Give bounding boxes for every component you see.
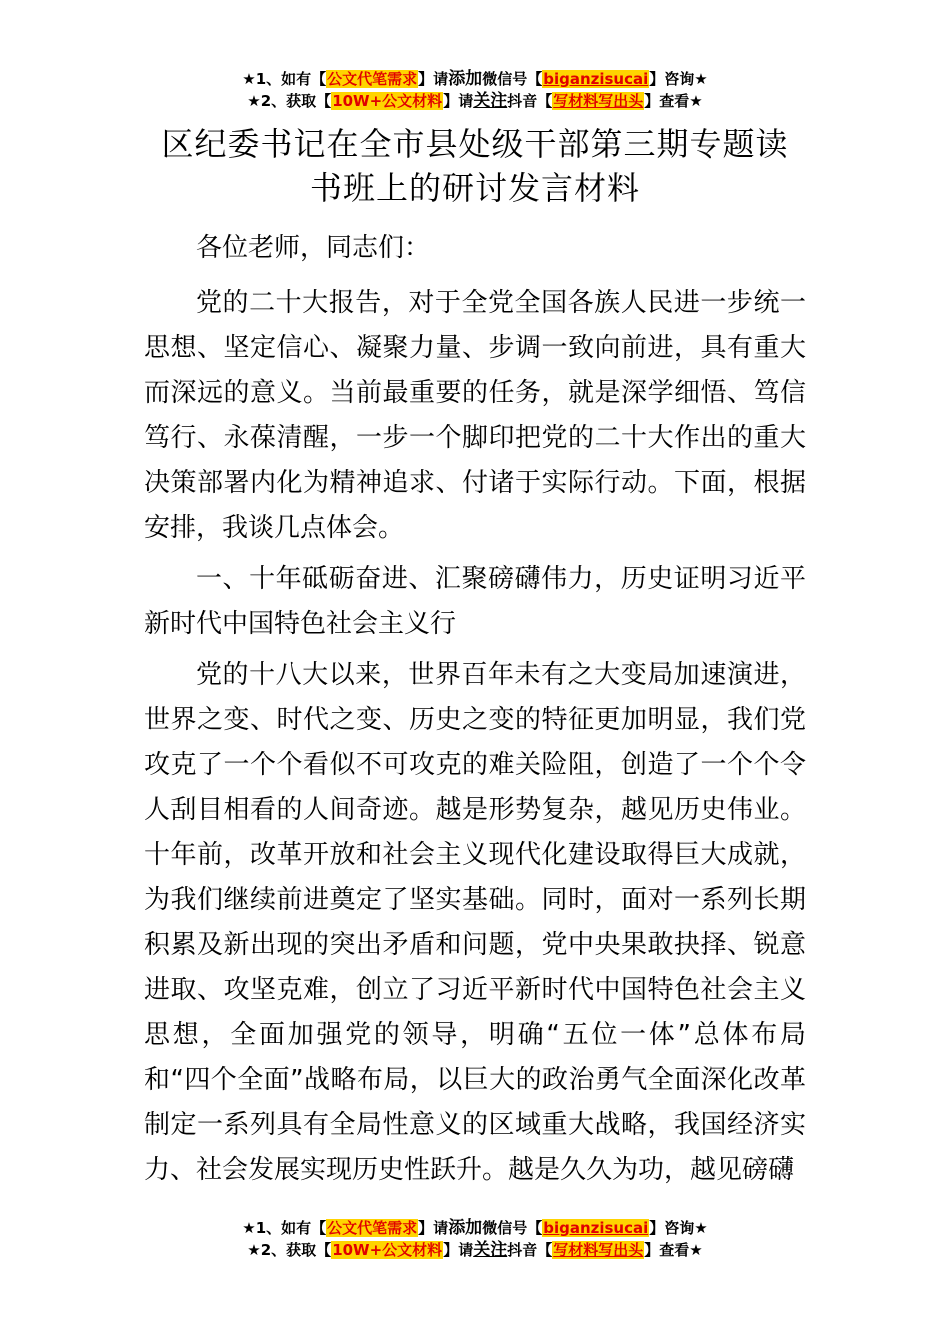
wechat-id-link[interactable]: biganzisucai (543, 70, 649, 88)
title-line-1: 区纪委书记在全市县处级干部第三期专题读 (161, 125, 789, 163)
salutation: 各位老师，同志们： (196, 233, 431, 263)
document-title (140, 122, 810, 210)
douyin-account-link[interactable]: 写材料写出头 (553, 92, 644, 110)
document-body (144, 226, 806, 1186)
promo-line-2: ★2、获取【10W+公文材料】请关注抖音【写材料写出头】查看★ (247, 1240, 703, 1260)
promo-highlight: 公文代笔需求 (327, 70, 418, 88)
paragraph-intro: 党的二十大报告，对于全党全国各族人民进一步统一思想、坚定信心、凝聚力量、步调一致向前进，具有重大而深远的意义。当前最重要的任务，就是深学细悟、笃信笃行、永葆清醒，一步一个脚印把党的二十大作出的重大决策部署内化为精神追求、付诸于实际行动。下面，根据安排，我谈几点体会。 (144, 288, 806, 543)
title-line-2: 书班上的研讨发言材料 (309, 169, 640, 207)
promo-highlight: 公文代笔需求 (327, 1219, 418, 1237)
paragraph-section-1: 党的十八大以来，世界百年未有之大变局加速演进，世界之变、时代之变、历史之变的特征更加明显，我们党攻克了一个个看似不可攻克的难关险阻，创造了一个个令人刮目相看的人间奇迹。越是形势复杂，越见历史伟业。十年前，改革开放和社会主义现代化建设取得巨大成就，为我们继续前进奠定了坚实基础。同时，面对一系列长期积累及新出现的突出矛盾和问题，党中央果敢抉择、锐意进取、攻坚克难，创立了习近平新时代中国特色社会主义思想，全面加强党的领导，明确“五位一体”总体布局和“四个全面”战略布局，以巨大的政治勇气全面深化改革制定一系列具有全局性意义的区域重大战略，我国经济实力、社会发展实现历史性跃升。越是久久为功，越见磅礴 (144, 660, 806, 1185)
section-heading-1: 一、十年砥砺奋进、汇聚磅礴伟力，历史证明习近平新时代中国特色社会主义行 (144, 564, 806, 639)
promo-line-1: ★1、如有【公文代笔需求】请添加微信号【biganzisucai】咨询★ (242, 69, 708, 89)
promo-line-2: ★2、获取【10W+公文材料】请关注抖音【写材料写出头】查看★ (247, 91, 703, 111)
douyin-account-link[interactable]: 写材料写出头 (553, 1241, 644, 1259)
wechat-id-link[interactable]: biganzisucai (543, 1219, 649, 1237)
promo-line-1: ★1、如有【公文代笔需求】请添加微信号【biganzisucai】咨询★ (242, 1218, 708, 1238)
promo-highlight: 10W+公文材料 (332, 1241, 443, 1259)
promo-highlight: 10W+公文材料 (332, 92, 443, 110)
bottom-promo-banner (0, 1217, 950, 1261)
top-promo-banner (0, 68, 950, 112)
